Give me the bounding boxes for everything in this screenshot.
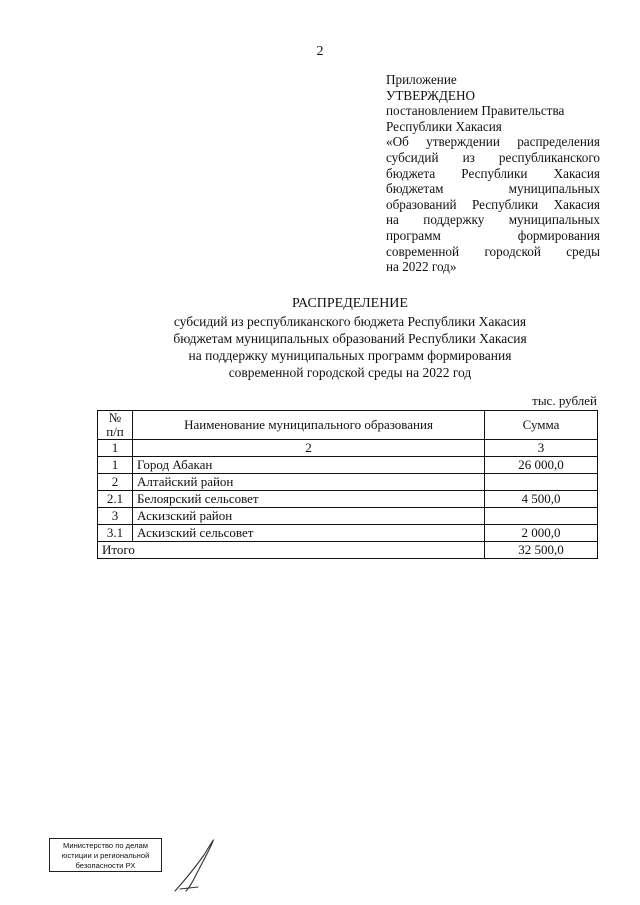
row-name: Город Абакан [133,457,485,474]
row-num: 3 [98,508,133,525]
signature-icon [170,833,230,895]
table-header-row [98,411,598,440]
row-num: 3.1 [98,525,133,542]
table-row [98,525,598,542]
page-number: 2 [316,44,324,59]
stamp-line: юстиции и региональной [61,851,150,860]
column-numbers-row [98,440,598,457]
approval-line: Приложение [386,72,457,87]
header-sum: Сумма [485,411,598,440]
stamp-line: Министерство по делам [63,841,148,850]
approval-line: УТВЕРЖДЕНО [386,87,476,103]
row-sum: 26 000,0 [485,457,598,474]
table-total-row [98,542,598,559]
approval-line: на поддержку муниципальных [386,212,600,228]
row-sum [485,474,598,491]
approval-line: бюджета Республики Хакасия [386,165,600,181]
row-num: 2.1 [98,491,133,508]
unit-label: тыс. рублей [532,393,597,408]
header-num-line2: п/п [106,424,124,439]
total-sum: 32 500,0 [485,542,598,559]
row-num: 1 [98,457,133,474]
table-row [98,457,598,474]
subtitle-line: на поддержку муниципальных программ формирования [188,348,512,363]
table-row [98,508,598,525]
row-name: Белоярский сельсовет [133,491,485,508]
col-number: 2 [133,440,485,457]
header-name: Наименование муниципального образования [133,411,485,440]
document-subtitle [0,313,640,381]
document-title: РАСПРЕДЕЛЕНИЕ [292,296,408,311]
approval-line: программ формирования [386,227,600,243]
distribution-table [97,410,598,559]
row-name: Алтайский район [133,474,485,491]
stamp-line: безопасности РХ [75,861,136,870]
approval-line: современной городской среды [386,243,600,259]
col-number: 3 [485,440,598,457]
total-label: Итого [98,542,485,559]
subtitle-line: субсидий из республиканского бюджета Республики Хакасия [173,314,527,329]
approval-line: Республики Хакасия [386,118,502,134]
subtitle-line: современной городской среды на 2022 год [228,365,472,380]
approval-line: на 2022 год» [386,259,457,275]
subtitle-line: бюджетам муниципальных образований Республики Хакасия [173,331,527,346]
header-num [98,411,133,440]
row-num: 2 [98,474,133,491]
approval-block [386,72,600,275]
row-sum [485,508,598,525]
table-row [98,474,598,491]
approval-line: бюджетам муниципальных [386,181,600,197]
approval-line: образований Республики Хакасия [386,196,600,212]
row-name: Аскизский сельсовет [133,525,485,542]
table-row [98,491,598,508]
header-num-line1: № [108,410,122,425]
approval-line: субсидий из республиканского [386,149,600,165]
row-sum: 4 500,0 [485,491,598,508]
col-number: 1 [98,440,133,457]
ministry-stamp [49,838,162,872]
approval-line: постановлением Правительства [386,103,565,119]
row-name: Аскизский район [133,508,485,525]
approval-line: «Об утверждении распределения [386,134,600,150]
row-sum: 2 000,0 [485,525,598,542]
